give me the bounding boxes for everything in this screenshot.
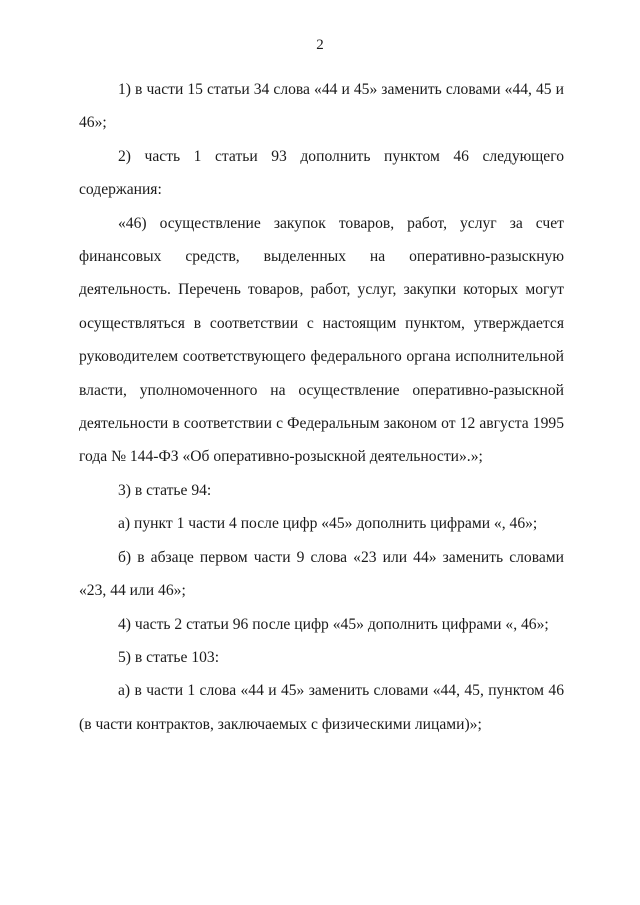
paragraph-item-3b: б) в абзаце первом части 9 слова «23 или 44» заменить словами «23, 44 или 46»; bbox=[79, 548, 564, 600]
paragraph-item-4: 4) часть 2 статьи 96 после цифр «45» дополнить цифрами «, 46»; bbox=[118, 615, 549, 633]
paragraph-item-46-text: «46) осуществление закупок товаров, работ, услуг за счет финансовых средств, выделенных на оперативно-разыскную деятельность. Перечень товаров, работ, услуг, закупки которых могут осуществляться в соответствии с настоящим пунктом, утверждается руководителем соответствующего федерального органа исполнительной власти, уполномоченного на осуществление оперативно-разыскной деятельности в соответствии с Федеральным законом от 12 августа 1995 года № 144-ФЗ «Об оперативно-розыскной деятельности».»; bbox=[79, 214, 564, 466]
page-number: 2 bbox=[316, 37, 324, 53]
paragraph-item-5a: а) в части 1 слова «44 и 45» заменить словами «44, 45, пунктом 46 (в части контрактов, заключаемых с физическими лицами)»; bbox=[79, 682, 564, 733]
paragraph-item-1: 1) в части 15 статьи 34 слова «44 и 45» заменить словами «44, 45 и 46»; bbox=[79, 81, 564, 132]
paragraph-item-3a: а) пункт 1 части 4 после цифр «45» дополнить цифрами «, 46»; bbox=[118, 515, 538, 533]
document-body bbox=[79, 73, 564, 741]
paragraph-item-5: 5) в статье 103: bbox=[118, 648, 220, 666]
paragraph-item-3: 3) в статье 94: bbox=[118, 481, 212, 499]
paragraph-item-2: 2) часть 1 статьи 93 дополнить пунктом 46 следующего содержания: bbox=[79, 147, 564, 199]
